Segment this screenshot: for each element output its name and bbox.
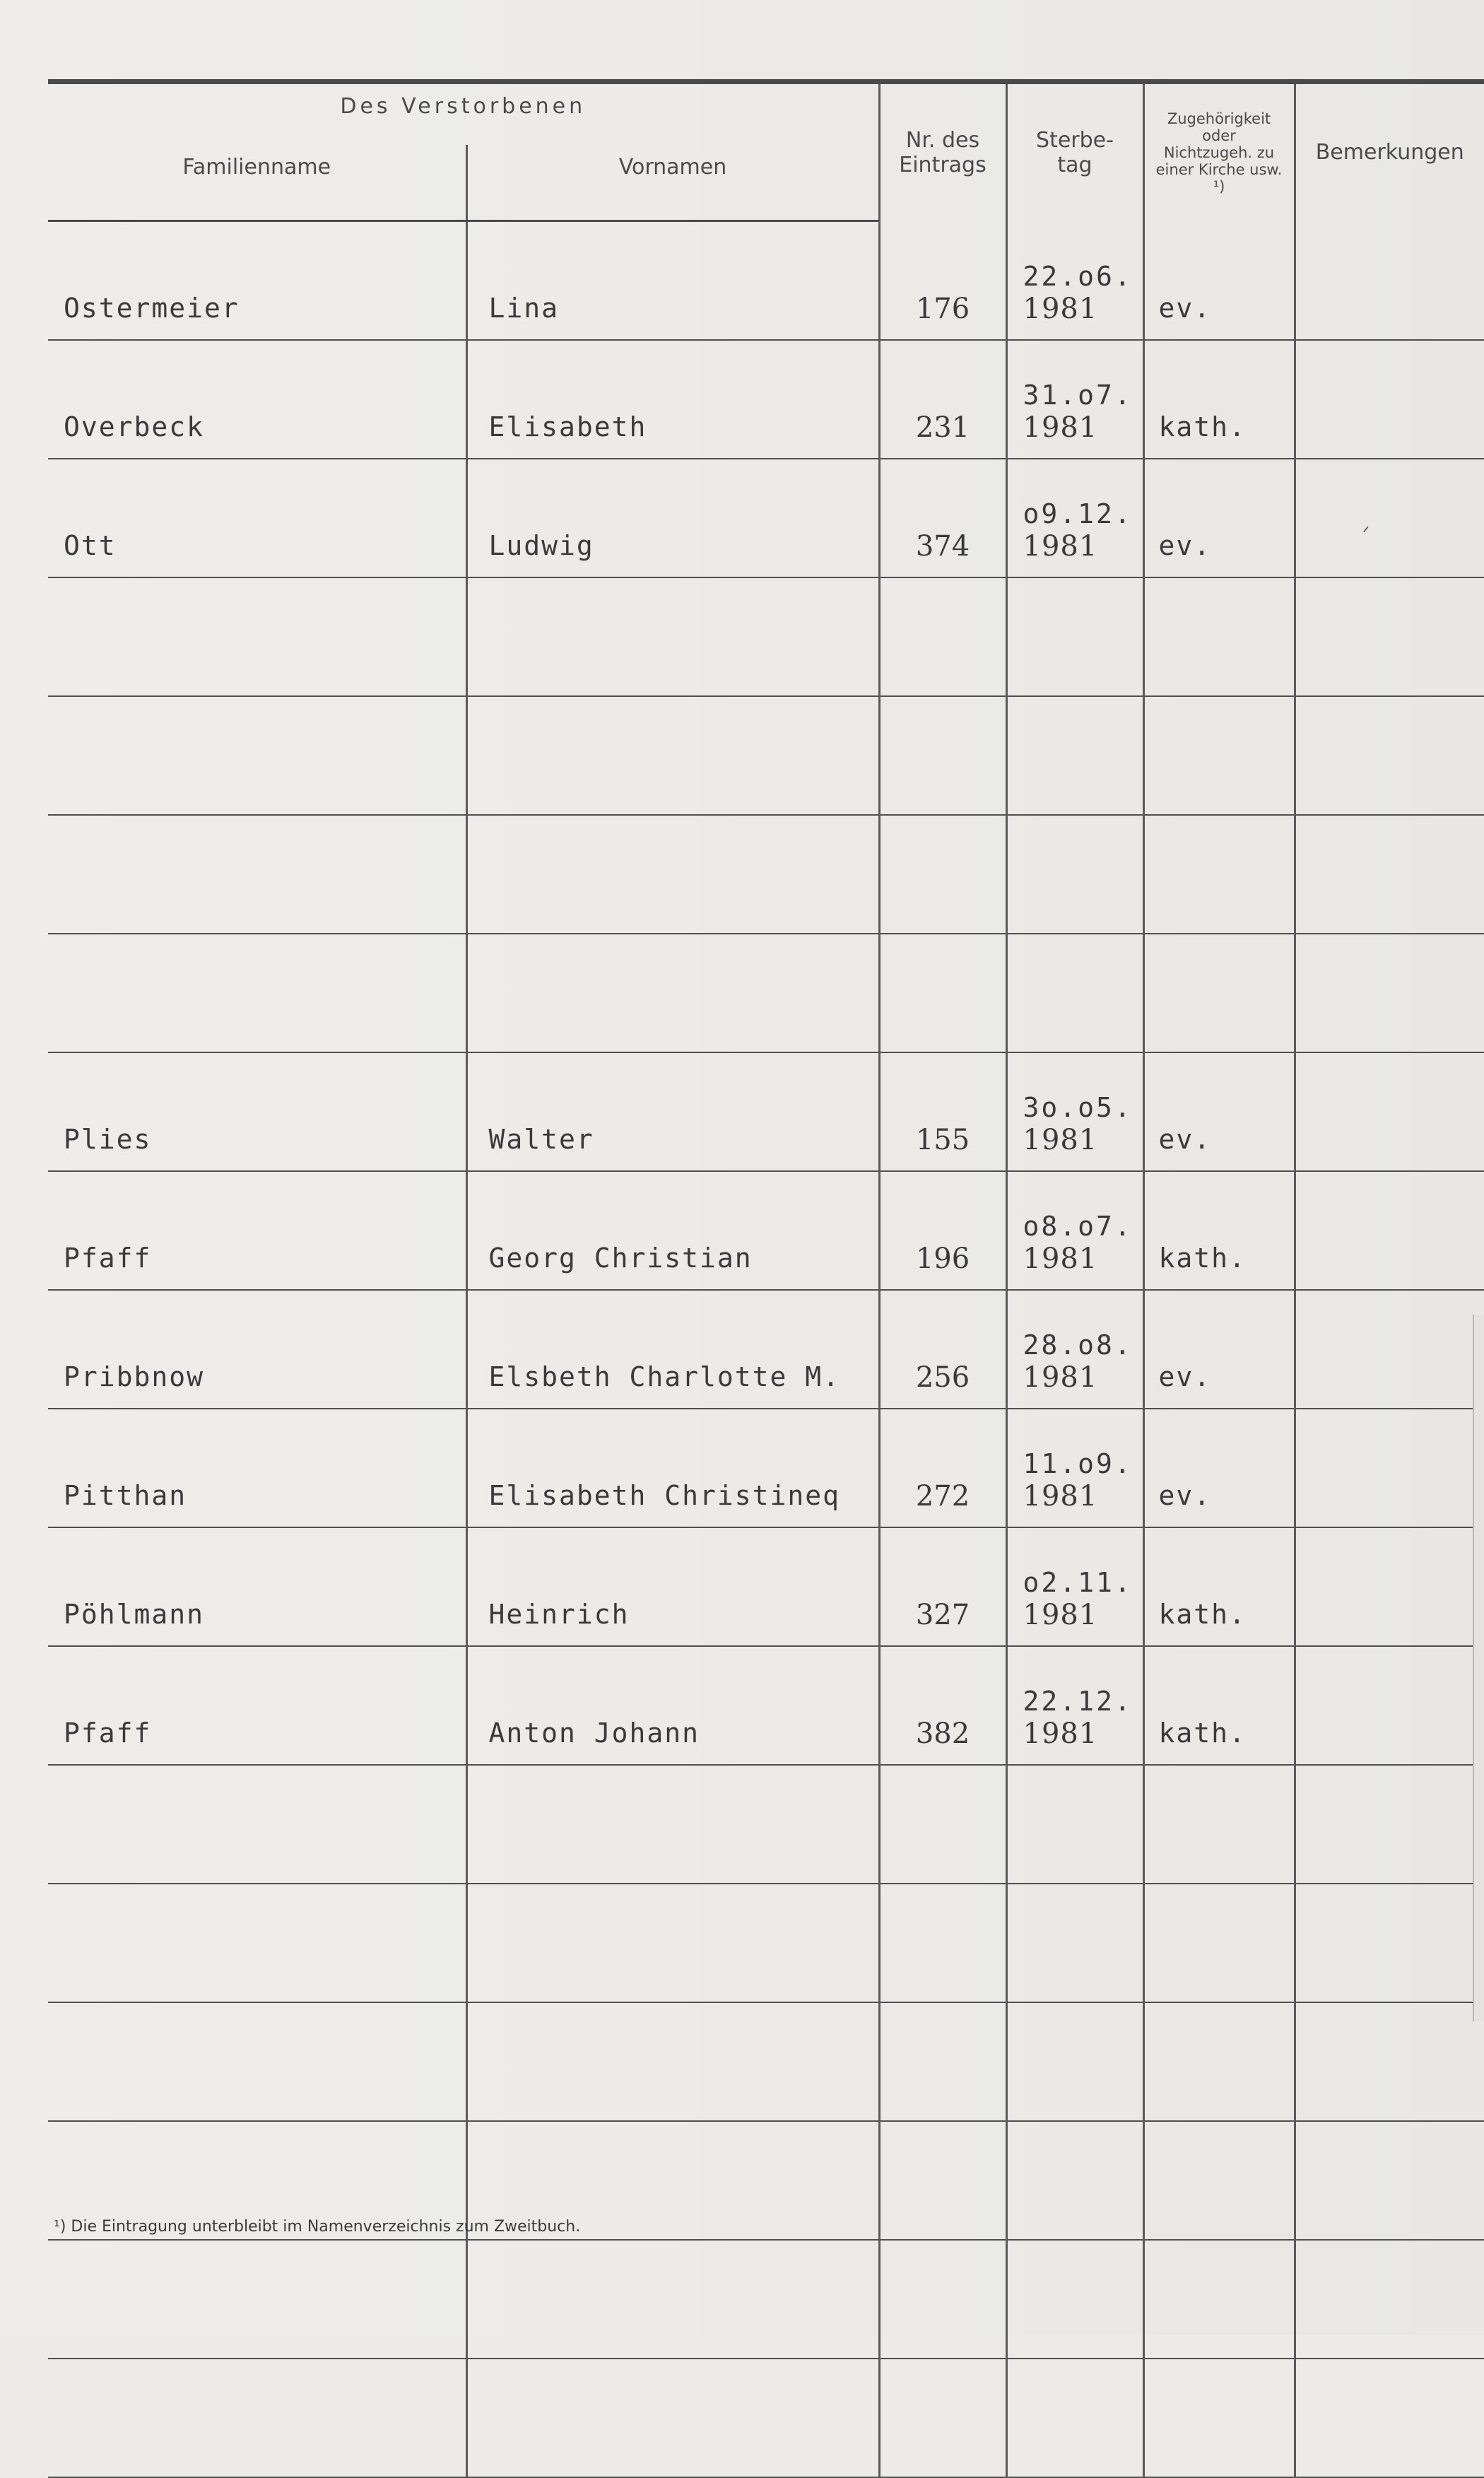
first-names-cell: Elsbeth Charlotte M. — [466, 1290, 879, 1409]
entry-number-cell: 196 — [879, 1171, 1006, 1290]
header-remarks: Bemerkungen — [1295, 82, 1484, 221]
death-date-cell — [1006, 1646, 1143, 1765]
death-day-month: 11.o9. — [1023, 1448, 1133, 1479]
entry-number-cell: 272 — [879, 1409, 1006, 1527]
death-day-month: 3o.o5. — [1023, 1092, 1133, 1123]
family-name-cell — [48, 815, 466, 934]
register-table-wrap — [48, 79, 1484, 2200]
remarks-cell — [1295, 1409, 1484, 1527]
death-year: 1981 — [1023, 1599, 1098, 1631]
church-affiliation-cell: kath. — [1143, 1527, 1295, 1646]
header-first-names: Vornamen — [466, 145, 879, 221]
remarks-cell — [1295, 2240, 1484, 2359]
church-affiliation-cell — [1143, 2121, 1295, 2240]
remarks-cell — [1295, 221, 1484, 341]
remarks-cell — [1295, 1171, 1484, 1290]
remarks-cell — [1295, 340, 1484, 459]
table-row — [48, 459, 1484, 577]
first-names-cell: Anton Johann — [466, 1646, 879, 1765]
footnote: ¹) Die Eintragung unterbleibt im Namenverzeichnis zum Zweitbuch. — [54, 2218, 581, 2236]
death-day-month: 28.o8. — [1023, 1329, 1133, 1361]
church-affiliation-cell: ev. — [1143, 1052, 1295, 1171]
death-register-table — [48, 79, 1484, 2478]
death-date-cell — [1006, 1884, 1143, 2002]
first-names-cell: Heinrich — [466, 1527, 879, 1646]
entry-number-cell: 327 — [879, 1527, 1006, 1646]
death-year: 1981 — [1023, 1243, 1098, 1275]
table-row — [48, 815, 1484, 934]
family-name-cell — [48, 1765, 466, 1884]
table-row — [48, 2359, 1484, 2477]
family-name-cell — [48, 2359, 466, 2477]
family-name-cell: Pfaff — [48, 1646, 466, 1765]
death-date-cell — [1006, 221, 1143, 341]
table-row — [48, 1527, 1484, 1646]
first-names-cell: Lina — [466, 221, 879, 341]
death-date-cell — [1006, 577, 1143, 696]
family-name-cell: Ostermeier — [48, 221, 466, 341]
first-names-cell: Georg Christian — [466, 1171, 879, 1290]
remarks-cell — [1295, 1290, 1484, 1409]
entry-number-cell — [879, 934, 1006, 1052]
first-names-cell — [466, 2240, 879, 2359]
remarks-cell — [1295, 2121, 1484, 2240]
death-date-cell — [1006, 2002, 1143, 2121]
family-name-cell: Pfaff — [48, 1171, 466, 1290]
church-affiliation-cell — [1143, 815, 1295, 934]
first-names-cell — [466, 577, 879, 696]
church-affiliation-cell: ev. — [1143, 221, 1295, 341]
church-affiliation-cell: ev. — [1143, 1409, 1295, 1527]
entry-number-cell — [879, 2359, 1006, 2477]
first-names-cell — [466, 2002, 879, 2121]
church-affiliation-cell — [1143, 2002, 1295, 2121]
entry-number-cell: 176 — [879, 221, 1006, 341]
table-row — [48, 2002, 1484, 2121]
family-name-cell — [48, 934, 466, 1052]
church-affiliation-cell — [1143, 577, 1295, 696]
table-row — [48, 221, 1484, 341]
family-name-cell: Pitthan — [48, 1409, 466, 1527]
pencil-tick-mark: ᐟ — [1362, 523, 1370, 543]
death-date-cell — [1006, 934, 1143, 1052]
entry-number-cell: 231 — [879, 340, 1006, 459]
table-row — [48, 934, 1484, 1052]
entry-number-cell: 374 — [879, 459, 1006, 577]
family-name-cell — [48, 577, 466, 696]
death-date-cell — [1006, 1765, 1143, 1884]
death-date-cell — [1006, 1290, 1143, 1409]
remarks-cell — [1295, 1052, 1484, 1171]
church-affiliation-cell: ev. — [1143, 1290, 1295, 1409]
death-day-month: o9.12. — [1023, 498, 1133, 529]
entry-number-cell — [879, 1765, 1006, 1884]
remarks-cell — [1295, 815, 1484, 934]
first-names-cell — [466, 934, 879, 1052]
table-row — [48, 1646, 1484, 1765]
first-names-cell: Elisabeth — [466, 340, 879, 459]
first-names-cell: Ludwig — [466, 459, 879, 577]
family-name-cell — [48, 1884, 466, 2002]
remarks-cell — [1295, 459, 1484, 577]
remarks-cell — [1295, 2359, 1484, 2477]
entry-number-cell — [879, 1884, 1006, 2002]
death-day-month: 22.o6. — [1023, 261, 1133, 292]
entry-number-cell — [879, 577, 1006, 696]
death-date-cell — [1006, 2121, 1143, 2240]
death-year: 1981 — [1023, 1480, 1098, 1513]
death-day-month: o2.11. — [1023, 1567, 1133, 1598]
register-rows — [48, 221, 1484, 2478]
remarks-cell — [1295, 1646, 1484, 1765]
death-date-cell — [1006, 459, 1143, 577]
church-affiliation-cell: kath. — [1143, 340, 1295, 459]
first-names-cell — [466, 815, 879, 934]
table-row — [48, 1765, 1484, 1884]
table-row — [48, 1171, 1484, 1290]
church-affiliation-cell: ev. — [1143, 459, 1295, 577]
death-date-cell — [1006, 696, 1143, 815]
remarks-cell — [1295, 696, 1484, 815]
death-year: 1981 — [1023, 530, 1098, 563]
family-name-cell: Pöhlmann — [48, 1527, 466, 1646]
family-name-cell — [48, 2002, 466, 2121]
family-name-cell: Ott — [48, 459, 466, 577]
header-family-name: Familienname — [48, 145, 466, 221]
remarks-cell — [1295, 1765, 1484, 1884]
church-affiliation-cell: kath. — [1143, 1646, 1295, 1765]
death-date-cell — [1006, 815, 1143, 934]
table-row — [48, 340, 1484, 459]
remarks-cell — [1295, 934, 1484, 1052]
death-day-month: 31.o7. — [1023, 380, 1133, 411]
entry-number-cell — [879, 696, 1006, 815]
header-church-affiliation: Zugehörigkeit oder Nichtzugeh. zu einer Kirche usw. ¹) — [1143, 82, 1295, 221]
first-names-cell — [466, 2359, 879, 2477]
death-date-cell — [1006, 2359, 1143, 2477]
death-date-cell — [1006, 1171, 1143, 1290]
family-name-cell — [48, 2240, 466, 2359]
church-affiliation-cell — [1143, 2240, 1295, 2359]
church-affiliation-cell — [1143, 696, 1295, 815]
header-entry-number: Nr. des Eintrags — [879, 82, 1006, 221]
death-date-cell — [1006, 2240, 1143, 2359]
table-row — [48, 577, 1484, 696]
church-affiliation-cell — [1143, 934, 1295, 1052]
first-names-cell — [466, 696, 879, 815]
entry-number-cell — [879, 815, 1006, 934]
church-affiliation-cell — [1143, 2359, 1295, 2477]
first-names-cell — [466, 1884, 879, 2002]
family-name-cell — [48, 696, 466, 815]
death-year: 1981 — [1023, 1124, 1098, 1156]
church-affiliation-cell — [1143, 1765, 1295, 1884]
entry-number-cell — [879, 2240, 1006, 2359]
remarks-cell — [1295, 577, 1484, 696]
table-row — [48, 1290, 1484, 1409]
header-death-day: Sterbe- tag — [1006, 82, 1143, 221]
remarks-cell — [1295, 2002, 1484, 2121]
remarks-cell — [1295, 1527, 1484, 1646]
family-name-cell: Overbeck — [48, 340, 466, 459]
entry-number-cell: 155 — [879, 1052, 1006, 1171]
header-group-deceased: Des Verstorbenen — [48, 82, 879, 146]
family-name-cell: Pribbnow — [48, 1290, 466, 1409]
death-date-cell — [1006, 1052, 1143, 1171]
death-year: 1981 — [1023, 293, 1098, 325]
entry-number-cell: 382 — [879, 1646, 1006, 1765]
death-date-cell — [1006, 1527, 1143, 1646]
death-date-cell — [1006, 1409, 1143, 1527]
table-row — [48, 2240, 1484, 2359]
first-names-cell — [466, 1765, 879, 1884]
page-edge-shadow — [1473, 1315, 1484, 2021]
death-date-cell — [1006, 340, 1143, 459]
church-affiliation-cell — [1143, 1884, 1295, 2002]
table-row — [48, 696, 1484, 815]
family-name-cell: Plies — [48, 1052, 466, 1171]
first-names-cell: Elisabeth Christineq — [466, 1409, 879, 1527]
table-row — [48, 1409, 1484, 1527]
table-row — [48, 1884, 1484, 2002]
death-day-month: 22.12. — [1023, 1686, 1133, 1717]
entry-number-cell: 256 — [879, 1290, 1006, 1409]
first-names-cell: Walter — [466, 1052, 879, 1171]
death-day-month: o8.o7. — [1023, 1211, 1133, 1242]
entry-number-cell — [879, 2121, 1006, 2240]
church-affiliation-cell: kath. — [1143, 1171, 1295, 1290]
entry-number-cell — [879, 2002, 1006, 2121]
table-row — [48, 1052, 1484, 1171]
death-year: 1981 — [1023, 411, 1098, 444]
death-year: 1981 — [1023, 1717, 1098, 1750]
death-year: 1981 — [1023, 1361, 1098, 1394]
remarks-cell — [1295, 1884, 1484, 2002]
